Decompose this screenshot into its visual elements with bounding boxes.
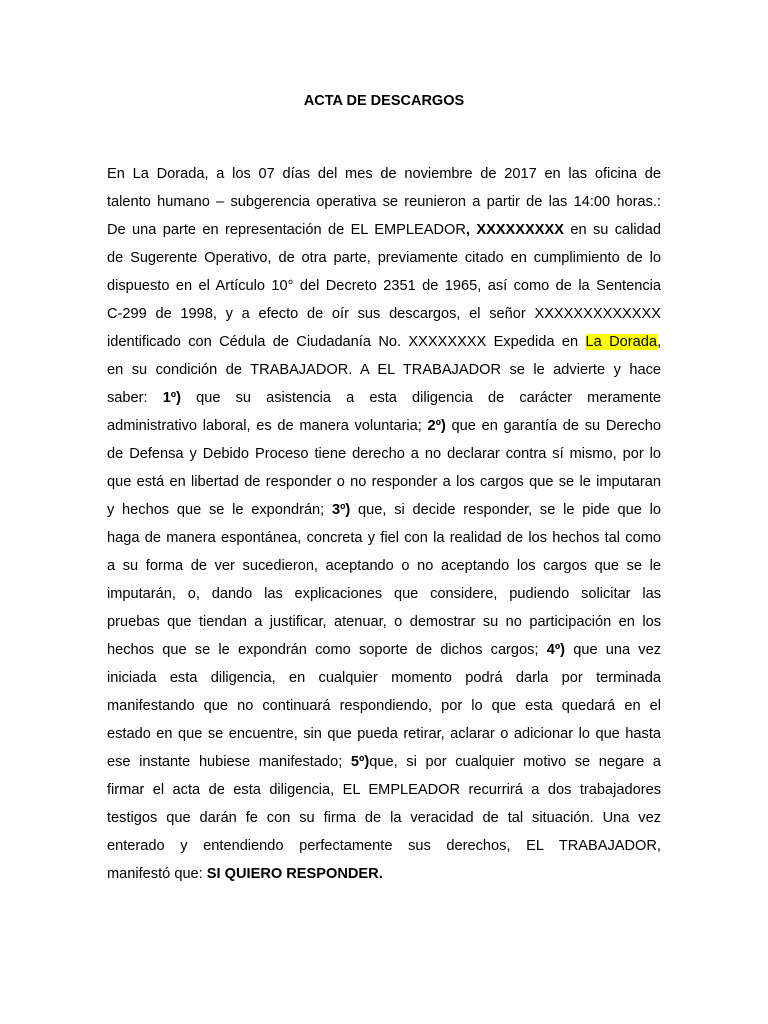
paragraph-line: firmar el acta de esta diligencia, EL EMPLEADOR recurrirá a dos trabajadores [107,782,661,798]
paragraph-line: enterado y entendiendo perfectamente sus derechos, EL TRABAJADOR, [107,838,661,854]
paragraph-line: administrativo laboral, es de manera voluntaria; 2º) que en garantía de su Derecho [107,418,661,434]
paragraph-line: dispuesto en el Artículo 10° del Decreto 2351 de 1965, así como de la Sentencia [107,278,661,294]
paragraph-line: talento humano – subgerencia operativa se reunieron a partir de las 14:00 horas.: [107,194,661,210]
paragraph-line: manifestó que: SI QUIERO RESPONDER. [107,866,383,882]
paragraph-line: y hechos que se le expondrán; 3º) que, si decide responder, se le pide que lo [107,502,661,518]
item-number-4: 4º) [546,642,566,658]
paragraph-line: saber: 1º) que su asistencia a esta diligencia de carácter meramente [107,390,661,406]
paragraph-line: de Sugerente Operativo, de otra parte, previamente citado en cumplimiento de lo [107,250,661,266]
paragraph-line: manifestando que no continuará respondiendo, por lo que esta quedará en el [107,698,661,714]
paragraph-line: a su forma de ver sucedieron, aceptando o no aceptando los cargos que se le [107,558,661,574]
paragraph-line: De una parte en representación de EL EMPLEADOR, XXXXXXXXX en su calidad [107,222,661,238]
document-title: ACTA DE DESCARGOS [303,93,465,109]
item-number-1: 1º) [162,390,181,406]
paragraph-line: C-299 de 1998, y a efecto de oír sus descargos, el señor XXXXXXXXXXXXX [107,306,661,322]
response-statement: SI QUIERO RESPONDER. [206,866,383,882]
item-number-5: 5º) [350,754,370,770]
employer-name-redacted: , XXXXXXXXX [465,222,564,238]
paragraph-line: imputarán, o, dando las explicaciones que considere, pudiendo solicitar las [107,586,661,602]
paragraph-line: en su condición de TRABAJADOR. A EL TRABAJADOR se le advierte y hace [107,362,661,378]
paragraph-line: que está en libertad de responder o no responder a los cargos que se le imputaran [107,474,661,490]
document-paragraph [107,160,661,888]
highlighted-city: La Dorada [585,334,657,350]
paragraph-line: En La Dorada, a los 07 días del mes de noviembre de 2017 en las oficina de [107,166,661,182]
paragraph-line: hechos que se le expondrán como soporte de dichos cargos; 4º) que una vez [107,642,661,658]
item-number-2: 2º) [427,418,446,434]
paragraph-line: estado en que se encuentre, sin que pueda retirar, aclarar o adicionar lo que hasta [107,726,661,742]
paragraph-line: pruebas que tiendan a justificar, atenuar, o demostrar su no participación en los [107,614,661,630]
paragraph-line: identificado con Cédula de Ciudadanía No. XXXXXXXX Expedida en La Dorada, [107,334,661,350]
paragraph-line: ese instante hubiese manifestado; 5º)que, si por cualquier motivo se negare a [107,754,661,770]
paragraph-line: testigos que darán fe con su firma de la veracidad de tal situación. Una vez [107,810,661,826]
paragraph-line: de Defensa y Debido Proceso tiene derecho a no declarar contra sí mismo, por lo [107,446,661,462]
paragraph-line: iniciada esta diligencia, en cualquier momento podrá darla por terminada [107,670,661,686]
paragraph-line: haga de manera espontánea, concreta y fiel con la realidad de los hechos tal como [107,530,661,546]
item-number-3: 3º) [331,502,351,518]
